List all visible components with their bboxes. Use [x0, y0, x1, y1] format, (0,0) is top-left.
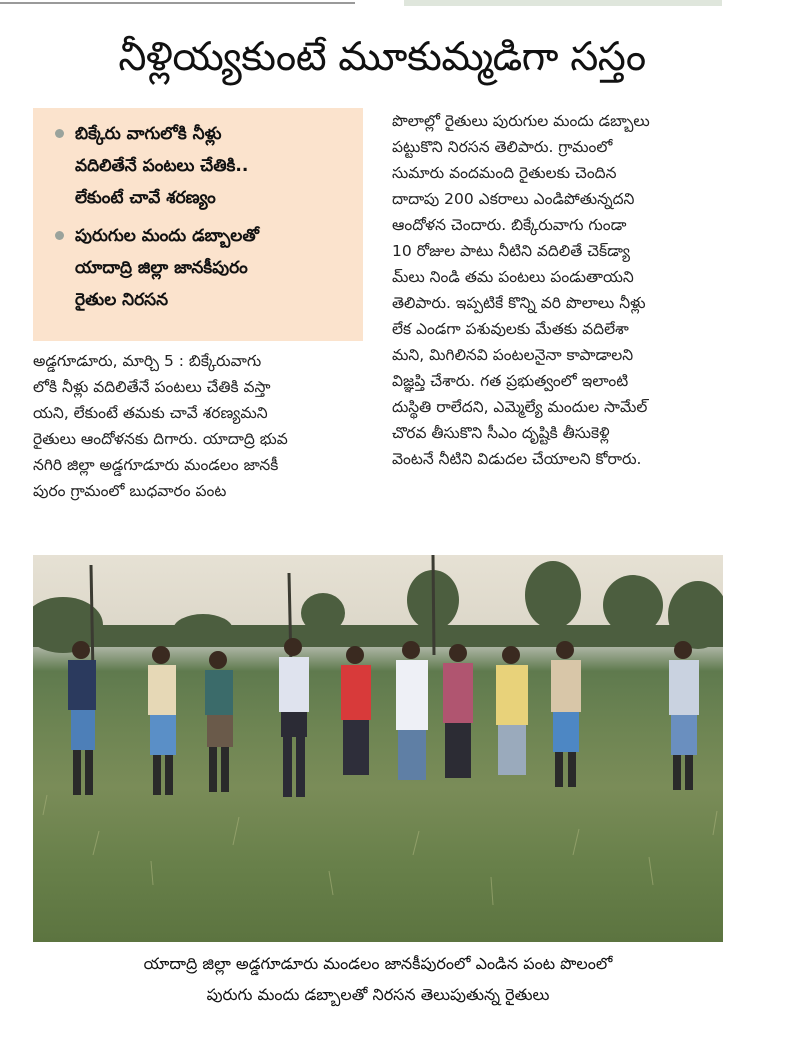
body-line: పురం గ్రామంలో బుధవారం పంట [33, 482, 227, 500]
body-line: మని, మిగిలినవి పంటలనైనా కాపాడాలని [392, 346, 634, 364]
photo-illustration [33, 555, 723, 942]
tree-line [33, 561, 723, 653]
top-rule [0, 2, 355, 4]
photo-caption [33, 948, 723, 1010]
body-line: పొలాల్లో రైతులు పురుగుల మందు డబ్బాలు [392, 112, 650, 130]
caption-line: పురుగు మందు డబ్బాలతో నిరసన తెలుపుతున్న రైతులు [206, 985, 550, 1004]
caption-line: యాదాద్రి జిల్లా అడ్డగూడూరు మండలం జానకీపురంలో ఎండిన పంట పొలంలో [143, 954, 613, 973]
highlight-item [53, 118, 351, 214]
farmers [68, 638, 699, 797]
body-line: లోకి నీళ్లు వదిలితేనే పంటలు చేతికి వస్తా [33, 378, 271, 396]
body-line: లేక ఎండగా పశువులకు మేతకు వదిలేశా [392, 320, 629, 338]
highlight-line: లేకుంటే చావే శరణ్యం [75, 188, 216, 208]
body-line: 10 రోజుల పాటు నీటిని వదిలితే చెక్‌డ్యా [392, 242, 631, 260]
body-line: సుమారు వందమంది రైతులకు చెందిన [392, 164, 617, 182]
body-line: అడ్డగూడూరు, మార్చి 5 : బిక్కేరువాగు [33, 352, 262, 370]
body-line: చొరవ తీసుకొని సీఎం దృష్టికి తీసుకెళ్లి [392, 424, 610, 442]
body-line: విజ్ఞప్తి చేశారు. గత ప్రభుత్వంలో ఇలాంటి [392, 372, 629, 390]
body-line: యని, లేకుంటే తమకు చావే శరణ్యమని [33, 404, 268, 422]
highlight-line: పురుగుల మందు డబ్బాలతో [75, 226, 259, 246]
body-line: నగిరి జిల్లా అడ్డగూడూరు మండలం జానకీ [33, 456, 279, 474]
top-right-band [404, 0, 722, 6]
highlight-line: వదిలితేనే పంటలు చేతికి.. [75, 156, 249, 176]
body-line: వెంటనే నీటిని విడుదల చేయాలని కోరారు. [392, 450, 642, 468]
protest-photo [33, 555, 723, 942]
body-line: పట్టుకొని నిరసన తెలిపారు. గ్రామంలో [392, 138, 613, 156]
poles [91, 555, 434, 675]
body-line: రైతులు ఆందోళనకు దిగారు. యాదాద్రి భువ [33, 430, 288, 448]
grass [43, 795, 717, 905]
highlight-item [53, 220, 351, 316]
body-line: మ్‌లు నిండి తమ పంటలు పండుతాయని [392, 268, 634, 286]
highlights-box [33, 108, 363, 341]
body-line: ఆందోళన చెందారు. బిక్కేరువాగు గుండా [392, 216, 627, 234]
headline: నీళ్లియ్యకుంటే మూకుమ్మడిగా సస్తం [118, 34, 646, 80]
highlight-line: యాదాద్రి జిల్లా జానకీపురం [75, 258, 248, 278]
article-body-left [33, 348, 363, 504]
highlight-line: బిక్కేరు వాగులోకి నీళ్లు [75, 124, 222, 144]
bullet-icon [55, 231, 64, 240]
highlight-line: రైతుల నిరసన [75, 290, 169, 310]
body-line: తెలిపారు. ఇప్పటికే కొన్ని వరి పొలాలు నీళ్లు [392, 294, 646, 312]
article-body-right [392, 108, 724, 472]
body-line: దుస్థితి రాలేదని, ఎమ్మెల్యే మందుల సామేల్ [392, 398, 648, 416]
bullet-icon [55, 129, 64, 138]
body-line: దాదాపు 200 ఎకరాలు ఎండిపోతున్నదని [392, 190, 635, 208]
